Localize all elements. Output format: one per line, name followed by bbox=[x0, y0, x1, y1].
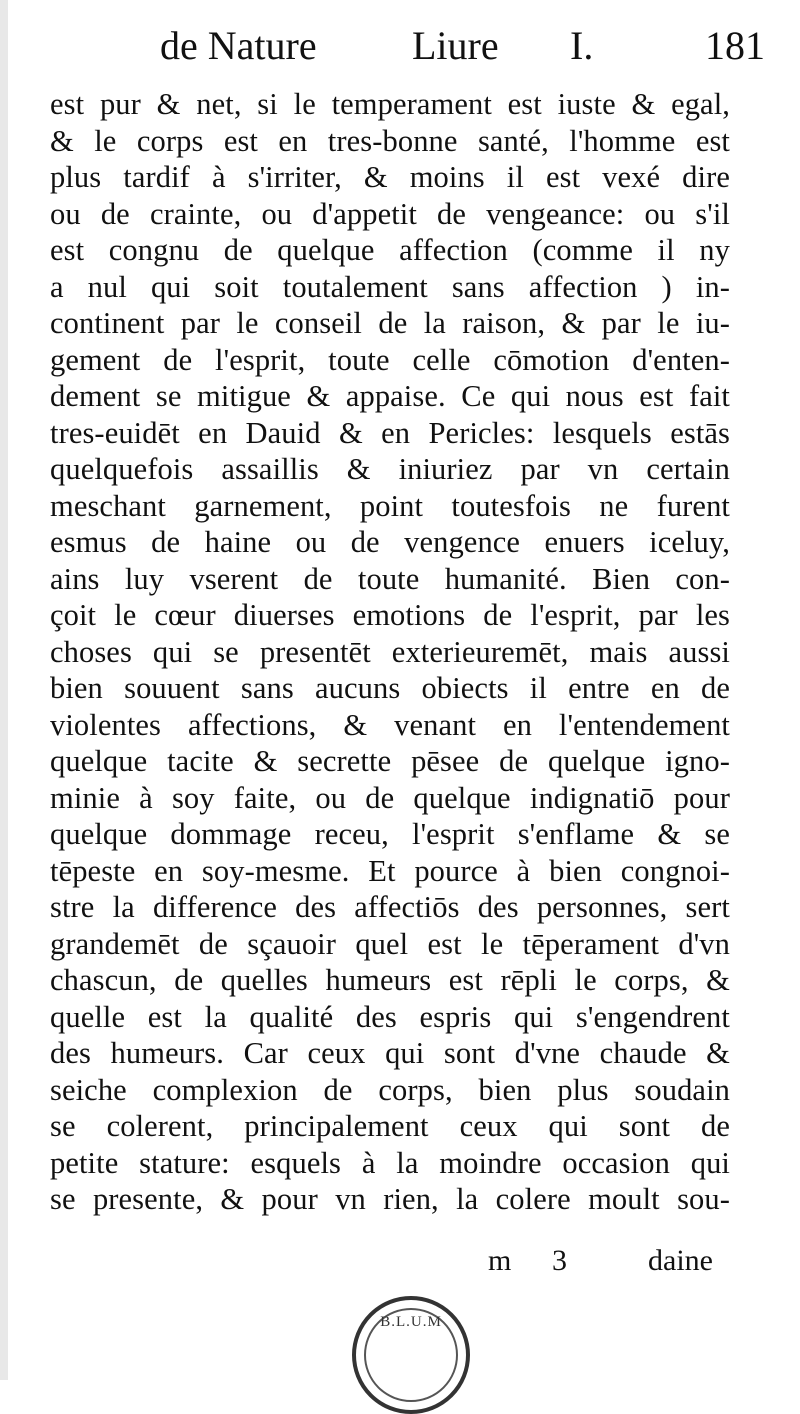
text-line: est congnu de quelque affection (comme il ny bbox=[50, 233, 730, 267]
body-text bbox=[50, 86, 730, 1218]
page-number: 181 bbox=[705, 23, 765, 68]
text-line: quelque tacite & secrette pēsee de quelque igno- bbox=[50, 744, 730, 778]
text-line: petite stature: esquels à la moindre occasion qui bbox=[50, 1145, 730, 1180]
text-line: tēpeste en soy-mesme. Et pource à bien congnoi- bbox=[50, 853, 730, 888]
text-line: plus tardif à s'irriter, & moins il est vexé dire bbox=[50, 160, 730, 194]
text-line: a nul qui soit toutalement sans affection ) in- bbox=[50, 269, 730, 304]
text-line: continent par le conseil de la raison, & par le iu- bbox=[50, 306, 730, 340]
text-line: dement se mitigue & appaise. Ce qui nous est fait bbox=[50, 379, 730, 413]
header-book-number: I. bbox=[570, 23, 594, 68]
text-line: quelque dommage receu, l'esprit s'enflame & se bbox=[50, 817, 730, 851]
signature-number: 3 bbox=[552, 1244, 567, 1277]
text-line: quelquefois assaillis & iniuriez par vn certain bbox=[50, 452, 730, 486]
catchword: daine bbox=[648, 1244, 713, 1277]
text-line: ains luy vserent de toute humanité. Bien con- bbox=[50, 561, 730, 596]
text-line: bien souuent sans aucuns obiects il entre en de bbox=[50, 671, 730, 705]
text-line: esmus de haine ou de vengence enuers iceluy, bbox=[50, 525, 730, 559]
text-line: est pur & net, si le temperament est iuste & egal, bbox=[50, 87, 730, 121]
text-line: stre la difference des affectiōs des personnes, sert bbox=[50, 890, 730, 924]
text-line: quelle est la qualité des espris qui s'engendrent bbox=[50, 999, 730, 1034]
text-line: gement de l'esprit, toute celle cōmotion d'enten- bbox=[50, 342, 730, 377]
text-line: se colerent, principalement ceux qui sont de bbox=[50, 1109, 730, 1143]
text-line: & le corps est en tres-bonne santé, l'homme est bbox=[50, 123, 730, 158]
header-title: de Nature bbox=[160, 23, 317, 68]
text-line: tres-euidēt en Dauid & en Pericles: lesquels estās bbox=[50, 415, 730, 450]
text-line: violentes affections, & venant en l'entendement bbox=[50, 707, 730, 742]
text-line: des humeurs. Car ceux qui sont d'vne chaude & bbox=[50, 1036, 730, 1070]
text-line: meschant garnement, point toutesfois ne furent bbox=[50, 488, 730, 523]
text-line: grandemēt de sçauoir quel est le tēperament d'vn bbox=[50, 926, 730, 961]
text-line: choses qui se presentēt exterieuremēt, mais aussi bbox=[50, 634, 730, 669]
header-book: Liure bbox=[412, 23, 499, 68]
text-line: seiche complexion de corps, bien plus soudain bbox=[50, 1072, 730, 1107]
running-header bbox=[0, 22, 800, 74]
text-line: ou de crainte, ou d'appetit de vengeance: ou s'il bbox=[50, 196, 730, 231]
text-line: çoit le cœur diuerses emotions de l'esprit, par les bbox=[50, 598, 730, 632]
text-line: se presente, & pour vn rien, la colere moult sou- bbox=[50, 1182, 730, 1216]
library-stamp bbox=[352, 1296, 470, 1414]
text-line: minie à soy faite, ou de quelque indignatiō pour bbox=[50, 780, 730, 815]
page-footer bbox=[0, 1244, 800, 1284]
text-line: chascun, de quelles humeurs est rēpli le corps, & bbox=[50, 963, 730, 997]
stamp-text: B.L.U.M bbox=[380, 1314, 442, 1330]
page-edge bbox=[0, 0, 8, 1380]
signature-mark: m bbox=[488, 1244, 512, 1277]
